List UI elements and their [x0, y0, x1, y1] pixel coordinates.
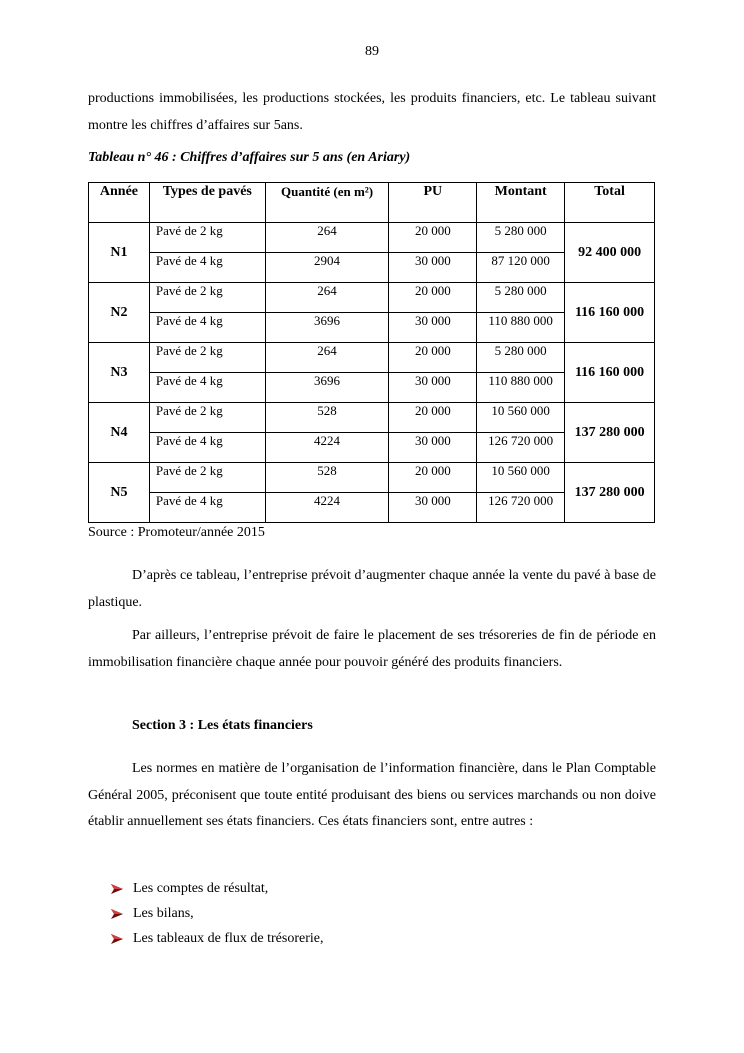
- quantity-cell: 264: [265, 223, 389, 253]
- type-cell: Pavé de 4 kg: [149, 313, 265, 343]
- total-cell: 137 280 000: [565, 463, 655, 523]
- amount-cell: 5 280 000: [477, 283, 565, 313]
- type-cell: Pavé de 2 kg: [149, 463, 265, 493]
- year-cell: N3: [89, 343, 150, 403]
- paragraph-norms: Les normes en matière de l’organisation de l’information financière, dans le Plan Comptable Général 2005, préconisent que toute entité produisant des biens ou services marchands ou non doive établir annuellement ses états financiers. Ces états financiers sont, entre autres :: [88, 761, 656, 829]
- list-item: [110, 876, 323, 901]
- type-cell: Pavé de 2 kg: [149, 223, 265, 253]
- financial-statements-list: [110, 876, 323, 951]
- paragraph-placement: Par ailleurs, l’entreprise prévoit de faire le placement de ses trésoreries de fin de période en immobilisation financière chaque année pour pouvoir généré des produits financiers.: [88, 628, 656, 670]
- pu-cell: 30 000: [389, 253, 477, 283]
- header-year: Année: [89, 183, 150, 223]
- total-cell: 92 400 000: [565, 223, 655, 283]
- pu-cell: 30 000: [389, 433, 477, 463]
- table-row: [89, 223, 655, 253]
- header-type: Types de pavés: [149, 183, 265, 223]
- year-cell: N2: [89, 283, 150, 343]
- year-cell: N4: [89, 403, 150, 463]
- total-cell: 116 160 000: [565, 343, 655, 403]
- pu-cell: 20 000: [389, 283, 477, 313]
- type-cell: Pavé de 4 kg: [149, 253, 265, 283]
- page-number: 89: [365, 44, 379, 59]
- amount-cell: 10 560 000: [477, 403, 565, 433]
- arrow-bullet-icon: [110, 932, 124, 946]
- table-caption: Tableau n° 46 : Chiffres d’affaires sur 5 ans (en Ariary): [88, 150, 411, 165]
- amount-cell: 10 560 000: [477, 463, 565, 493]
- quantity-cell: 528: [265, 403, 389, 433]
- pu-cell: 20 000: [389, 403, 477, 433]
- amount-cell: 110 880 000: [477, 373, 565, 403]
- list-item-text: Les tableaux de flux de trésorerie,: [133, 930, 324, 946]
- amount-cell: 5 280 000: [477, 343, 565, 373]
- amount-cell: 126 720 000: [477, 433, 565, 463]
- year-cell: N5: [89, 463, 150, 523]
- table-source: Source : Promoteur/année 2015: [88, 525, 265, 540]
- type-cell: Pavé de 4 kg: [149, 493, 265, 523]
- header-amount: Montant: [477, 183, 565, 223]
- type-cell: Pavé de 2 kg: [149, 343, 265, 373]
- total-cell: 116 160 000: [565, 283, 655, 343]
- quantity-cell: 4224: [265, 433, 389, 463]
- pu-cell: 20 000: [389, 343, 477, 373]
- quantity-cell: 2904: [265, 253, 389, 283]
- amount-cell: 5 280 000: [477, 223, 565, 253]
- pu-cell: 20 000: [389, 223, 477, 253]
- list-item-text: Les comptes de résultat,: [133, 880, 269, 896]
- quantity-cell: 264: [265, 283, 389, 313]
- arrow-bullet-icon: [110, 882, 124, 896]
- quantity-cell: 4224: [265, 493, 389, 523]
- section-title: Section 3 : Les états financiers: [132, 718, 313, 733]
- pu-cell: 30 000: [389, 313, 477, 343]
- type-cell: Pavé de 2 kg: [149, 403, 265, 433]
- year-cell: N1: [89, 223, 150, 283]
- pu-cell: 30 000: [389, 493, 477, 523]
- header-pu: PU: [389, 183, 477, 223]
- intro-paragraph: productions immobilisées, les productions stockées, les produits financiers, etc. Le tableau suivant montre les chiffres d’affaires sur 5ans.: [88, 91, 656, 133]
- list-item-text: Les bilans,: [133, 905, 194, 921]
- header-quantity: Quantité (en m²): [265, 183, 389, 223]
- pu-cell: 20 000: [389, 463, 477, 493]
- quantity-cell: 3696: [265, 313, 389, 343]
- table-row: [89, 403, 655, 433]
- pu-cell: 30 000: [389, 373, 477, 403]
- table-row: [89, 283, 655, 313]
- arrow-bullet-icon: [110, 907, 124, 921]
- type-cell: Pavé de 2 kg: [149, 283, 265, 313]
- type-cell: Pavé de 4 kg: [149, 373, 265, 403]
- table-row: [89, 343, 655, 373]
- table-row: [89, 463, 655, 493]
- quantity-cell: 528: [265, 463, 389, 493]
- table-header-row: [89, 183, 655, 223]
- amount-cell: 126 720 000: [477, 493, 565, 523]
- total-cell: 137 280 000: [565, 403, 655, 463]
- quantity-cell: 3696: [265, 373, 389, 403]
- quantity-cell: 264: [265, 343, 389, 373]
- amount-cell: 87 120 000: [477, 253, 565, 283]
- list-item: [110, 926, 323, 951]
- paragraph-forecast: D’après ce tableau, l’entreprise prévoit d’augmenter chaque année la vente du pavé à base de plastique.: [88, 568, 656, 610]
- list-item: [110, 901, 323, 926]
- type-cell: Pavé de 4 kg: [149, 433, 265, 463]
- revenue-table: [88, 182, 655, 523]
- header-total: Total: [565, 183, 655, 223]
- amount-cell: 110 880 000: [477, 313, 565, 343]
